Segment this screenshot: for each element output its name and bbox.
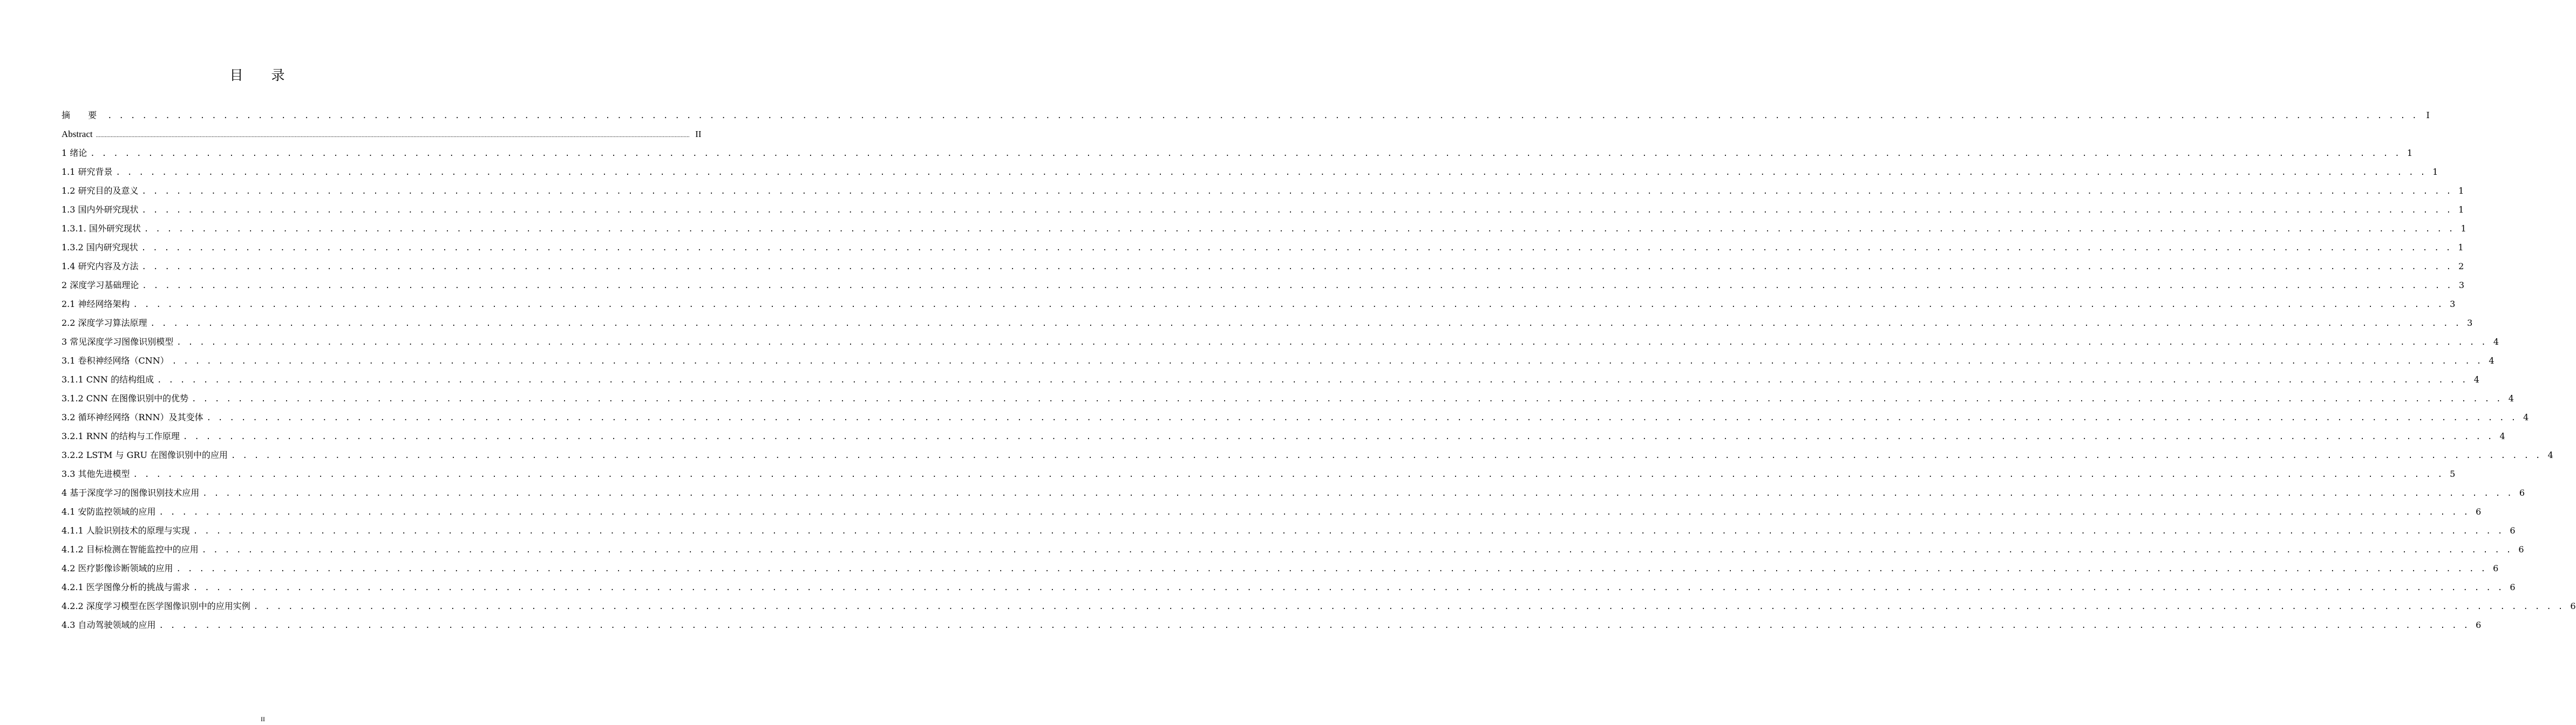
toc-leader-dots: . . . . . . . . . . . . . . . . . . . . . . . . . . . . . . . . . . . . . . . . . . . . . . . . . . . . . . . . . . . . . . . . . . . . . . . . . . . . . . . . . . . . . . . . . . . . . . . . . . . . . . . . . . . . . . . . . . . . . . . . . . . . . . . . . . . . . . . . . . . . . . . . . . . . . . . . . . . . . . . . . . . . . . . . . . . . . . . . . . . . . . . . . . . . . . . . . . . . . . . . <box>253 603 2564 611</box>
toc-leader-dots: . . . . . . . . . . . . . . . . . . . . . . . . . . . . . . . . . . . . . . . . . . . . . . . . . . . . . . . . . . . . . . . . . . . . . . . . . . . . . . . . . . . . . . . . . . . . . . . . . . . . . . . . . . . . . . . . . . . . . . . . . . . . . . . . . . . . . . . . . . . . . . . . . . . . . . . . . . . . . . . . . . . . . . . . . . . . . . . . . . . . . . . . . . . . . . . . . . . . . . . . <box>192 395 2502 403</box>
toc-entry-page: 6 <box>2518 544 2524 555</box>
toc-entry-page: 1 <box>2458 186 2464 196</box>
toc-entry[interactable] <box>62 276 2465 295</box>
toc-entry-label: 3.1.1 CNN 的结构组成 <box>62 370 157 389</box>
toc-entry[interactable] <box>62 540 2524 559</box>
toc-entry[interactable] <box>62 389 2514 408</box>
toc-entry[interactable] <box>62 162 2438 181</box>
toc-entry-page: 4 <box>2547 450 2553 460</box>
toc-leader-dots: . . . . . . . . . . . . . . . . . . . . . . . . . . . . . . . . . . . . . . . . . . . . . . . . . . . . . . . . . . . . . . . . . . . . . . . . . . . . . . . . . . . . . . . . . . . . . . . . . . . . . . . . . . . . . . . . . . . . . . . . . . . . . . . . . . . . . . . . . . . . . . . . . . . . . . . . . . . . . . . . . . . . . . . . . . . . . . . . . . . . . . . . . . . . . . . . . . . . . . . . <box>157 376 2468 385</box>
toc-entry-page: 1 <box>2407 148 2413 158</box>
toc-entry[interactable] <box>62 521 2516 540</box>
toc-entry-page: 5 <box>2450 469 2456 479</box>
toc-leader-dots: . . . . . . . . . . . . . . . . . . . . . . . . . . . . . . . . . . . . . . . . . . . . . . . . . . . . . . . . . . . . . . . . . . . . . . . . . . . . . . . . . . . . . . . . . . . . . . . . . . . . . . . . . . . . . . . . . . . . . . . . . . . . . . . . . . . . . . . . . . . . . . . . . . . . . . . . . . . . . . . . . . . . . . . . . . . . . . . . . . . . . . . . . . . . . . . . . . . . . . . . <box>115 168 2427 177</box>
toc-entry-label: 摘 要 <box>62 106 107 125</box>
toc-leader-dots: . . . . . . . . . . . . . . . . . . . . . . . . . . . . . . . . . . . . . . . . . . . . . . . . . . . . . . . . . . . . . . . . . . . . . . . . . . . . . . . . . . . . . . . . . . . . . . . . . . . . . . . . . . . . . . . . . . . . . . . . . . . . . . . . . . . . . . . . . . . . . . . . . . . . . . . . . . . . . . . . . . . . . . . . . . . . . . . . . . . . . . . . . . . . . . . . . . . . . . . . <box>172 357 2483 366</box>
toc-entry-label: 3.1.2 CNN 在图像识别中的优势 <box>62 389 192 408</box>
toc-entry[interactable] <box>62 257 2464 276</box>
toc-entry[interactable] <box>62 106 2430 125</box>
toc-entry-page: 3 <box>2458 280 2465 290</box>
toc-entry[interactable] <box>62 332 2499 351</box>
toc-entry-label: 2.2 深度学习算法原理 <box>62 313 151 332</box>
toc-entry-page: 1 <box>2461 223 2466 234</box>
toc-entry-label: 3 常见深度学习图像识别模型 <box>62 332 176 351</box>
toc-entry-label: 4.2.1 医学图像分析的挑战与需求 <box>62 578 193 597</box>
toc-entry-label: 2 深度学习基础理论 <box>62 276 142 295</box>
toc-entry-page: 6 <box>2519 488 2525 498</box>
toc-entry-page: 6 <box>2570 601 2576 611</box>
toc-entry[interactable] <box>62 483 2525 502</box>
toc-entry[interactable] <box>62 408 2529 427</box>
toc-entry-page: 4 <box>2493 337 2499 347</box>
toc-entry-page: 3 <box>2467 318 2473 328</box>
toc-entry-label: 3.3 其他先进模型 <box>62 464 133 483</box>
toc-entry-label: 3.2.2 LSTM 与 GRU 在图像识别中的应用 <box>62 446 231 464</box>
toc-leader-dots: . . . . . . . . . . . . . . . . . . . . . . . . . . . . . . . . . . . . . . . . . . . . . . . . . . . . . . . . . . . . . . . . . . . . . . . . . . . . . . . . . . . . . . . . . . . . . . . . . . . . . . . . . . . . . . . . . . . . . . . . . . . . . . . . . . . . . . . . . . . . . . . . . . . . . . . . . . . . . . . . . . . . . . . . . . . . . . . . . . . . . . . . . . . . . . . . . . . . . . . . <box>176 565 2487 573</box>
toc-entry-page: 4 <box>2508 393 2514 403</box>
toc-entry-page: 6 <box>2510 582 2516 592</box>
toc-entry-page: 2 <box>2458 261 2464 271</box>
toc-leader-dots: . . . . . . . . . . . . . . . . . . . . . . . . . . . . . . . . . . . . . . . . . . . . . . . . . . . . . . . . . . . . . . . . . . . . . . . . . . . . . . . . . . . . . . . . . . . . . . . . . . . . . . . . . . . . . . . . . . . . . . . . . . . . . . . . . . . . . . . . . . . . . . . . . . . . . . . . . . . . . . . . . . . . . . . . . . . . . . . . . . . . . . . . . . . . . . . . . . . . . . . . <box>159 621 2470 630</box>
toc-entry-page: 4 <box>2499 431 2505 441</box>
toc-entry-label: 1.3 国内外研究现状 <box>62 200 142 219</box>
toc-leader-dots: ................................................................................................................................................................................................................................................................................................................................................................................................................ <box>96 132 690 139</box>
toc-entry-page: 3 <box>2450 299 2456 309</box>
toc-leader-dots: . . . . . . . . . . . . . . . . . . . . . . . . . . . . . . . . . . . . . . . . . . . . . . . . . . . . . . . . . . . . . . . . . . . . . . . . . . . . . . . . . . . . . . . . . . . . . . . . . . . . . . . . . . . . . . . . . . . . . . . . . . . . . . . . . . . . . . . . . . . . . . . . . . . . . . . . . . . . . . . . . . . . . . . . . . . . . . . . . . . . . . . . . . . . . . . . . . . . . . . . <box>206 414 2517 422</box>
toc-entry-label: 1.1 研究背景 <box>62 162 116 181</box>
toc-entry-page: 1 <box>2458 204 2464 215</box>
toc-entry[interactable] <box>62 370 2479 389</box>
toc-entry-page: II <box>695 129 702 139</box>
toc-leader-dots: . . . . . . . . . . . . . . . . . . . . . . . . . . . . . . . . . . . . . . . . . . . . . . . . . . . . . . . . . . . . . . . . . . . . . . . . . . . . . . . . . . . . . . . . . . . . . . . . . . . . . . . . . . . . . . . . . . . . . . . . . . . . . . . . . . . . . . . . . . . . . . . . . . . . . . . . . . . . . . . . . . . . . . . . . . . . . . . . . . . . . . . . . . . . . . . . . . . . . . . . <box>141 187 2452 196</box>
toc-entry-label: 4.2.2 深度学习模型在医学图像识别中的应用实例 <box>62 597 254 615</box>
page-number-footer: II <box>261 715 265 723</box>
toc-entry[interactable] <box>62 578 2516 597</box>
toc-entry-label: 3.2 循环神经网络（RNN）及其变体 <box>62 408 207 427</box>
toc-entry[interactable] <box>62 351 2495 370</box>
toc-leader-dots: . . . . . . . . . . . . . . . . . . . . . . . . . . . . . . . . . . . . . . . . . . . . . . . . . . . . . . . . . . . . . . . . . . . . . . . . . . . . . . . . . . . . . . . . . . . . . . . . . . . . . . . . . . . . . . . . . . . . . . . . . . . . . . . . . . . . . . . . . . . . . . . . . . . . . . . . . . . . . . . . . . . . . . . . . . . . . . . . . . . . . . . . . . . . . . . . . . . . . . . . <box>193 527 2504 536</box>
toc-entry-page: 4 <box>2489 355 2495 366</box>
toc-entry-label: 2.1 神经网络架构 <box>62 295 133 313</box>
toc-entry[interactable] <box>62 502 2482 521</box>
toc-leader-dots: . . . . . . . . . . . . . . . . . . . . . . . . . . . . . . . . . . . . . . . . . . . . . . . . . . . . . . . . . . . . . . . . . . . . . . . . . . . . . . . . . . . . . . . . . . . . . . . . . . . . . . . . . . . . . . . . . . . . . . . . . . . . . . . . . . . . . . . . . . . . . . . . . . . . . . . . . . . . . . . . . . . . . . . . . . . . . . . . . . . . . . . . . . . . . . . . . . . . . . . . <box>142 282 2453 290</box>
toc-leader-dots: . . . . . . . . . . . . . . . . . . . . . . . . . . . . . . . . . . . . . . . . . . . . . . . . . . . . . . . . . . . . . . . . . . . . . . . . . . . . . . . . . . . . . . . . . . . . . . . . . . . . . . . . . . . . . . . . . . . . . . . . . . . . . . . . . . . . . . . . . . . . . . . . . . . . . . . . . . . . . . . . . . . . . . . . . . . . . . . . . . . . . . . . . . . . . . . . . . . . . . . . <box>176 338 2487 347</box>
toc-leader-dots: . . . . . . . . . . . . . . . . . . . . . . . . . . . . . . . . . . . . . . . . . . . . . . . . . . . . . . . . . . . . . . . . . . . . . . . . . . . . . . . . . . . . . . . . . . . . . . . . . . . . . . . . . . . . . . . . . . . . . . . . . . . . . . . . . . . . . . . . . . . . . . . . . . . . . . . . . . . . . . . . . . . . . . . . . . . . . . . . . . . . . . . . . . . . . . . . . . . . . . . . <box>141 244 2452 252</box>
toc-entry[interactable] <box>62 238 2464 257</box>
toc-entry[interactable] <box>62 143 2413 162</box>
toc-entry[interactable] <box>62 200 2464 219</box>
toc-list <box>62 106 2576 634</box>
toc-entry-page: I <box>2426 110 2430 120</box>
toc-entry-label: 4.1 安防监控领域的应用 <box>62 502 159 521</box>
toc-entry-page: 4 <box>2523 412 2529 422</box>
toc-entry[interactable] <box>62 559 2499 578</box>
toc-entry-label: 1 绪论 <box>62 143 90 162</box>
toc-entry-label: 1.3.1. 国外研究现状 <box>62 219 144 238</box>
toc-entry-page: 4 <box>2473 374 2479 385</box>
toc-entry-page: 6 <box>2493 563 2499 573</box>
toc-entry-label: 4 基于深度学习的图像识别技术应用 <box>62 483 202 502</box>
toc-entry[interactable] <box>62 125 702 143</box>
toc-entry-page: 6 <box>2476 507 2482 517</box>
toc-title: 目 录 <box>229 67 297 83</box>
toc-leader-dots: . . . . . . . . . . . . . . . . . . . . . . . . . . . . . . . . . . . . . . . . . . . . . . . . . . . . . . . . . . . . . . . . . . . . . . . . . . . . . . . . . . . . . . . . . . . . . . . . . . . . . . . . . . . . . . . . . . . . . . . . . . . . . . . . . . . . . . . . . . . . . . . . . . . . . . . . . . . . . . . . . . . . . . . . . . . . . . . . . . . . . . . . . . . . . . . . . . . . . . . . <box>193 584 2504 592</box>
toc-leader-dots: . . . . . . . . . . . . . . . . . . . . . . . . . . . . . . . . . . . . . . . . . . . . . . . . . . . . . . . . . . . . . . . . . . . . . . . . . . . . . . . . . . . . . . . . . . . . . . . . . . . . . . . . . . . . . . . . . . . . . . . . . . . . . . . . . . . . . . . . . . . . . . . . . . . . . . . . . . . . . . . . . . . . . . . . . . . . . . . . . . . . . . . . . . . . . . . . . . . . . . . . <box>133 470 2444 479</box>
toc-entry-page: 6 <box>2476 620 2482 630</box>
toc-entry[interactable] <box>62 427 2505 446</box>
toc-entry[interactable] <box>62 219 2466 238</box>
toc-leader-dots: . . . . . . . . . . . . . . . . . . . . . . . . . . . . . . . . . . . . . . . . . . . . . . . . . . . . . . . . . . . . . . . . . . . . . . . . . . . . . . . . . . . . . . . . . . . . . . . . . . . . . . . . . . . . . . . . . . . . . . . . . . . . . . . . . . . . . . . . . . . . . . . . . . . . . . . . . . . . . . . . . . . . . . . . . . . . . . . . . . . . . . . . . . . . . . . . . . . . . . . . <box>182 433 2493 441</box>
toc-leader-dots: . . . . . . . . . . . . . . . . . . . . . . . . . . . . . . . . . . . . . . . . . . . . . . . . . . . . . . . . . . . . . . . . . . . . . . . . . . . . . . . . . . . . . . . . . . . . . . . . . . . . . . . . . . . . . . . . . . . . . . . . . . . . . . . . . . . . . . . . . . . . . . . . . . . . . . . . . . . . . . . . . . . . . . . . . . . . . . . . . . . . . . . . . . . . . . . . . . . . . . . . <box>202 489 2513 498</box>
toc-leader-dots: . . . . . . . . . . . . . . . . . . . . . . . . . . . . . . . . . . . . . . . . . . . . . . . . . . . . . . . . . . . . . . . . . . . . . . . . . . . . . . . . . . . . . . . . . . . . . . . . . . . . . . . . . . . . . . . . . . . . . . . . . . . . . . . . . . . . . . . . . . . . . . . . . . . . . . . . . . . . . . . . . . . . . . . . . . . . . . . . . . . . . . . . . . . . . . . . . . . . . . . . <box>133 300 2444 309</box>
toc-entry[interactable] <box>62 446 2553 464</box>
toc-entry-label: 1.2 研究目的及意义 <box>62 181 142 200</box>
toc-entry-label: 4.1.2 目标检测在智能监控中的应用 <box>62 540 202 559</box>
toc-entry[interactable] <box>62 615 2482 634</box>
toc-entry[interactable] <box>62 313 2473 332</box>
toc-entry-label: 1.4 研究内容及方法 <box>62 257 142 276</box>
toc-entry-label: 4.1.1 人脸识别技术的原理与实现 <box>62 521 193 540</box>
toc-leader-dots: . . . . . . . . . . . . . . . . . . . . . . . . . . . . . . . . . . . . . . . . . . . . . . . . . . . . . . . . . . . . . . . . . . . . . . . . . . . . . . . . . . . . . . . . . . . . . . . . . . . . . . . . . . . . . . . . . . . . . . . . . . . . . . . . . . . . . . . . . . . . . . . . . . . . . . . . . . . . . . . . . . . . . . . . . . . . . . . . . . . . . . . . . . . . . . . . . . . . . . . . <box>159 508 2470 517</box>
toc-entry-label: 4.2 医疗影像诊断领域的应用 <box>62 559 176 578</box>
toc-entry-page: 1 <box>2458 242 2464 252</box>
toc-entry-page: 6 <box>2510 525 2516 536</box>
toc-entry-label: 1.3.2 国内研究现状 <box>62 238 141 257</box>
toc-entry[interactable] <box>62 597 2576 615</box>
toc-leader-dots: . . . . . . . . . . . . . . . . . . . . . . . . . . . . . . . . . . . . . . . . . . . . . . . . . . . . . . . . . . . . . . . . . . . . . . . . . . . . . . . . . . . . . . . . . . . . . . . . . . . . . . . . . . . . . . . . . . . . . . . . . . . . . . . . . . . . . . . . . . . . . . . . . . . . . . . . . . . . . . . . . . . . . . . . . . . . . . . . . . . . . . . . . . . . . . . . . . . . . . . . <box>141 206 2452 215</box>
toc-entry-label: Abstract <box>62 125 96 143</box>
toc-leader-dots: . . . . . . . . . . . . . . . . . . . . . . . . . . . . . . . . . . . . . . . . . . . . . . . . . . . . . . . . . . . . . . . . . . . . . . . . . . . . . . . . . . . . . . . . . . . . . . . . . . . . . . . . . . . . . . . . . . . . . . . . . . . . . . . . . . . . . . . . . . . . . . . . . . . . . . . . . . . . . . . . . . . . . . . . . . . . . . . . . . . . . . . . . . . . . . . . . . . . . . . . <box>150 319 2461 328</box>
toc-entry-label: 3.2.1 RNN 的结构与工作原理 <box>62 427 183 446</box>
toc-leader-dots: . . . . . . . . . . . . . . . . . . . . . . . . . . . . . . . . . . . . . . . . . . . . . . . . . . . . . . . . . . . . . . . . . . . . . . . . . . . . . . . . . . . . . . . . . . . . . . . . . . . . . . . . . . . . . . . . . . . . . . . . . . . . . . . . . . . . . . . . . . . . . . . . . . . . . . . . . . . . . . . . . . . . . . . . . . . . . . . . . . . . . . . . . . . . . . . . . . . . . . . . <box>231 452 2541 460</box>
toc-entry[interactable] <box>62 464 2456 483</box>
toc-entry-label: 3.1 卷积神经网络（CNN） <box>62 351 172 370</box>
toc-leader-dots: . . . . . . . . . . . . . . . . . . . . . . . . . . . . . . . . . . . . . . . . . . . . . . . . . . . . . . . . . . . . . . . . . . . . . . . . . . . . . . . . . . . . . . . . . . . . . . . . . . . . . . . . . . . . . . . . . . . . . . . . . . . . . . . . . . . . . . . . . . . . . . . . . . . . . . . . . . . . . . . . . . . . . . . . . . . . . . . . . . . . . . . . . . . . . . . . . . . . . . . . <box>144 225 2455 234</box>
toc-leader-dots: . . . . . . . . . . . . . . . . . . . . . . . . . . . . . . . . . . . . . . . . . . . . . . . . . . . . . . . . . . . . . . . . . . . . . . . . . . . . . . . . . . . . . . . . . . . . . . . . . . . . . . . . . . . . . . . . . . . . . . . . . . . . . . . . . . . . . . . . . . . . . . . . . . . . . . . . . . . . . . . . . . . . . . . . . . . . . . . . . . . . . . . . . . . . . . . . . . . . . . . . <box>90 149 2401 158</box>
toc-leader-dots: . . . . . . . . . . . . . . . . . . . . . . . . . . . . . . . . . . . . . . . . . . . . . . . . . . . . . . . . . . . . . . . . . . . . . . . . . . . . . . . . . . . . . . . . . . . . . . . . . . . . . . . . . . . . . . . . . . . . . . . . . . . . . . . . . . . . . . . . . . . . . . . . . . . . . . . . . . . . . . . . . . . . . . . . . . . . . . . . . . . . . . . . . . . . . . . . . . . . . . . . <box>141 263 2452 271</box>
toc-entry-label: 4.3 自动驾驶领域的应用 <box>62 615 159 634</box>
toc-entry[interactable] <box>62 181 2464 200</box>
toc-entry[interactable] <box>62 295 2456 313</box>
toc-leader-dots: . . . . . . . . . . . . . . . . . . . . . . . . . . . . . . . . . . . . . . . . . . . . . . . . . . . . . . . . . . . . . . . . . . . . . . . . . . . . . . . . . . . . . . . . . . . . . . . . . . . . . . . . . . . . . . . . . . . . . . . . . . . . . . . . . . . . . . . . . . . . . . . . . . . . . . . . . . . . . . . . . . . . . . . . . . . . . . . . . . . . . . . . . . . . . . . . . . . . . . . . <box>201 546 2512 555</box>
toc-leader-dots: . . . . . . . . . . . . . . . . . . . . . . . . . . . . . . . . . . . . . . . . . . . . . . . . . . . . . . . . . . . . . . . . . . . . . . . . . . . . . . . . . . . . . . . . . . . . . . . . . . . . . . . . . . . . . . . . . . . . . . . . . . . . . . . . . . . . . . . . . . . . . . . . . . . . . . . . . . . . . . . . . . . . . . . . . . . . . . . . . . . . . . . . . . . . . . . . . . . . . . . . <box>107 112 2418 120</box>
toc-entry-page: 1 <box>2432 167 2438 177</box>
